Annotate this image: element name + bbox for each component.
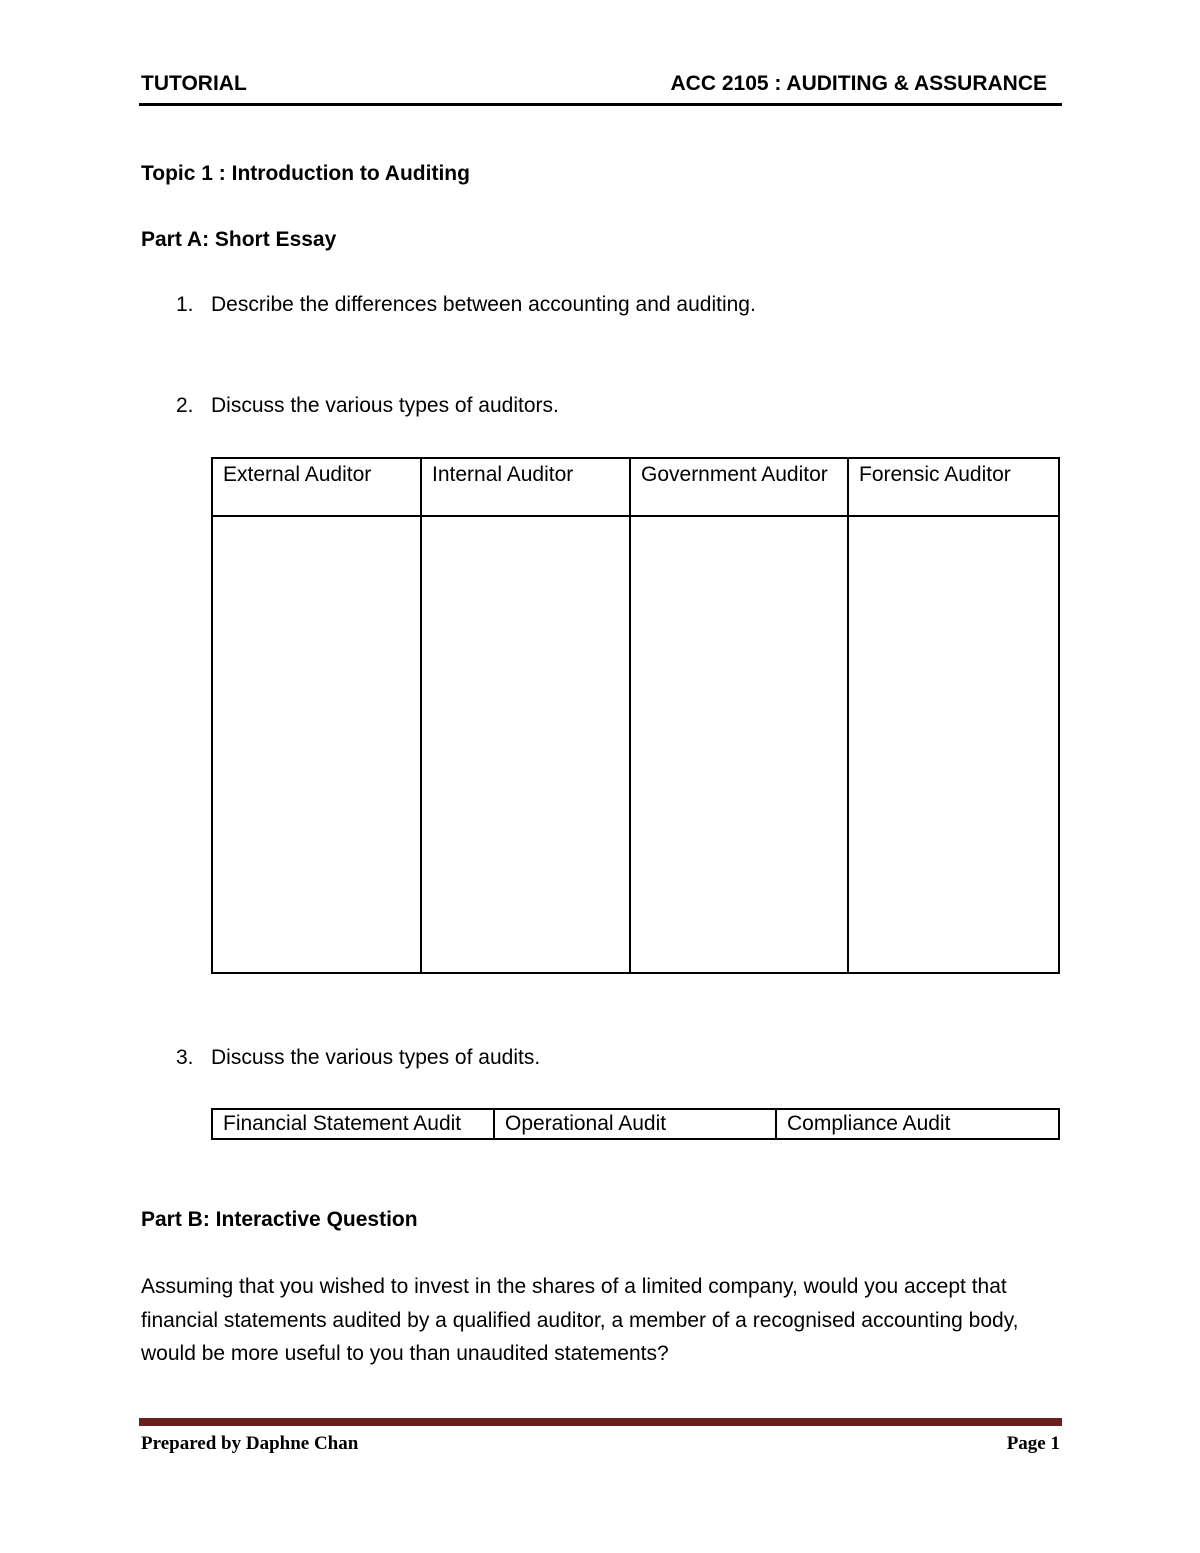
course-title: ACC 2105 : AUDITING & ASSURANCE [670,72,1047,95]
topic-heading: Topic 1 : Introduction to Auditing [141,162,470,185]
question-number: 3. [176,1046,194,1069]
footer-divider [139,1418,1062,1426]
answer-cell-forensic-auditor[interactable] [848,516,1059,973]
header-cell-external-auditor: External Auditor [212,458,421,516]
footer-author: Prepared by Daphne Chan [141,1433,359,1454]
auditors-table [211,457,1060,974]
question-number: 1. [176,293,194,316]
question-2 [176,394,559,418]
question-text: Discuss the various types of audits. [211,1046,541,1069]
header-cell-government-auditor: Government Auditor [630,458,848,516]
header-cell-compliance-audit: Compliance Audit [776,1109,1059,1139]
header-cell-internal-auditor: Internal Auditor [421,458,630,516]
header-title: TUTORIAL [141,72,247,95]
header-divider [139,103,1062,106]
part-b-heading: Part B: Interactive Question [141,1208,418,1231]
question-text: Discuss the various types of auditors. [211,394,559,417]
question-1 [176,293,756,317]
question-3 [176,1046,540,1070]
part-b-question: Assuming that you wished to invest in the shares of a limited company, would you accept that financial statements audited by a qualified auditor, a member of a recognised accounting body, would be more useful to you than unaudited statements? [141,1275,1019,1365]
header-cell-forensic-auditor: Forensic Auditor [848,458,1059,516]
table-answer-row [212,516,1059,973]
answer-cell-internal-auditor[interactable] [421,516,630,973]
answer-cell-external-auditor[interactable] [212,516,421,973]
table-header-row [212,458,1059,516]
header-cell-financial-statement-audit: Financial Statement Audit [212,1109,494,1139]
question-text: Describe the differences between accounting and auditing. [211,293,756,316]
header-cell-operational-audit: Operational Audit [494,1109,776,1139]
table-header-row [212,1109,1059,1139]
page-number: Page 1 [1006,1433,1060,1454]
audits-table [211,1108,1060,1140]
answer-cell-government-auditor[interactable] [630,516,848,973]
question-number: 2. [176,394,194,417]
part-a-heading: Part A: Short Essay [141,228,337,251]
